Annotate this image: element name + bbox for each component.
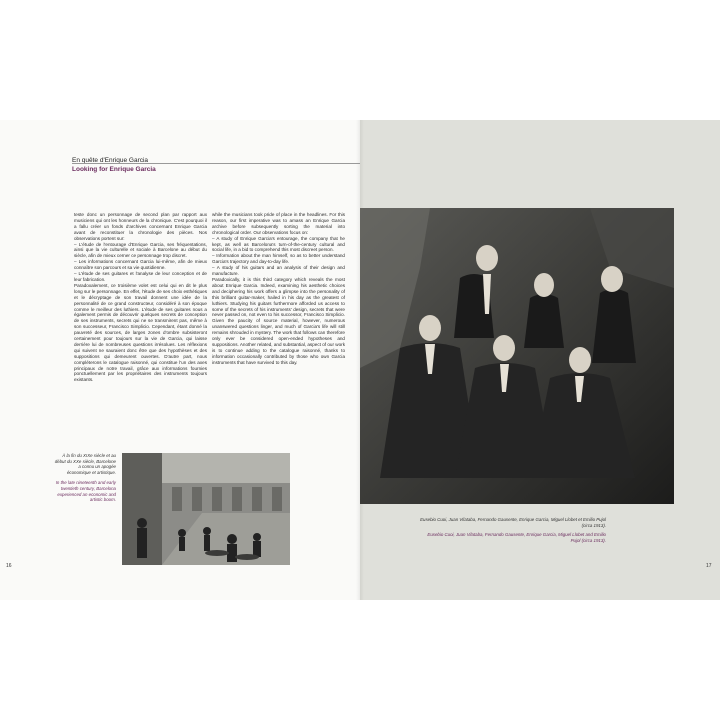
caption-english: Eusebio Cuoi, Juan Vilataba, Fernando Gausente, Enrique Garcia, Miguel Llobet and Emilio Pujol (circa 1913). (427, 532, 606, 543)
paragraph: – A study of his guitars and an analysis of their design and manufacture. (212, 265, 345, 277)
caption-french: Eusebio Cuoi, Juan Vilataba, Fernando Gausente, Enrique Garcia, Miguel Llobet et Emilio Pujol (circa 1913). (420, 517, 606, 528)
body-column-french (74, 212, 207, 383)
page-number-right: 17 (706, 563, 712, 569)
paragraph: – Les informations concernant Garcia lui-même, afin de mieux connaître son parcours et sa vie quotidienne. (74, 259, 207, 271)
barcelona-street-photo (122, 453, 290, 565)
paragraph: – A study of Enrique Garcia's entourage, the company that he kept, as well as Barcelona's turn-of-the-century cultural and social life, in a bid to comprehend this most discreet person. (212, 235, 345, 253)
running-head-rule (72, 163, 360, 164)
caption-english: In the late nineteenth and early twentieth century, Barcelona experienced an economic and artistic boom. (55, 480, 116, 503)
portrait-caption (420, 517, 606, 543)
paragraph: – L'étude de l'entourage d'Enrique Garcia, ses fréquentations, ainsi que la vie culturelle et sociale à Barcelone au début du siècle, afin de mieux cerner ce personnage trop discret. (74, 241, 207, 259)
paragraph: while the musicians took pride of place in the headlines. For this reason, our first imperative was to amass an Enrique Garcia archive before subsequently sorting the material into chronological order. Our observations focus on: (212, 212, 345, 235)
group-portrait-photo (360, 208, 674, 504)
paragraph: – L'étude de ses guitares et l'analyse de leur conception et de leur fabrication. (74, 271, 207, 282)
paragraph: – Information about the man himself, so as to better understand Garcia's trajectory and day-to-day life. (212, 253, 345, 265)
body-column-english (212, 212, 345, 366)
paragraph: Paradoxalement, ce troisième volet est celui qui en dit le plus long sur le personnage. En effet, l'étude de ses choix esthétiques et le décryptage de son travail donnent une idée de la personnalité de ce grand constructeur, considéré à son époque comme le meilleur des luthiers. L'étude de ses guitares nous a également permis de découvrir quelques secrets de conception de ses instruments, secrets qui ne se transmirent pas, même à son successeur, Francisco Simplicio. Cependant, étant donné la pauvreté des sources, de larges zones d'ombre subsisteront certainement pour toujours sur la vie de Garcia, qui laisse derrière lui de nombreuses questions irrésolues. Les réflexions qui suivent ne sauraient donc être que des hypothèses et des suppositions qui demeurent ouvertes. D'autre part, nous compléterons le catalogue raisonné, qui constitue l'un des axes principaux de notre travail, grâce aux informations fournies ponctuellement par les propriétaires des instruments toujours existants. (74, 282, 207, 383)
caption-french: À la fin du XIXe siècle et au début du XXe siècle, Barcelone a connu un apogée économique et artistique. (54, 453, 116, 475)
street-photo-caption (54, 453, 116, 503)
page-number-left: 16 (6, 563, 12, 569)
paragraph: Paradoxically, it is this third category which reveals the most about Enrique Garcia. Indeed, examining his aesthetic choices and deciphering his work offers a glimpse into the personality of this brilliant guitar-maker, hailed in his day as the greatest of luthiers. Studying his guitars furthermore afforded us access to some of the secrets of his instruments' design, secrets that were never passed on, not even to his successor, Francisco Simplicio. Given the paucity of source material, however, numerous unanswered questions linger, and much of Garcia's life will still remains shrouded in mystery. The work that follows can therefore only ever be considered open-ended hypotheses and suppositions. Another related, and substantial, aspect of our work is to continue adding to the catalogue raisonné, thanks to information occasionally contributed by those who own Garcia instruments that have survived to this day. (212, 276, 345, 365)
running-head-en: Looking for Enrique Garcia (72, 166, 156, 173)
running-head-fr: En quête d'Enrique Garcia (72, 157, 149, 164)
paragraph: teste donc un personnage de second plan par rapport aux musiciens qui ont les honneurs de la chronique. C'est pourquoi il a fallu créer un fonds d'archives concernant Enrique Garcia avant de reconstituer la chronologie des pièces. Nos observations portent sur: (74, 212, 207, 241)
book-spread (0, 120, 720, 600)
